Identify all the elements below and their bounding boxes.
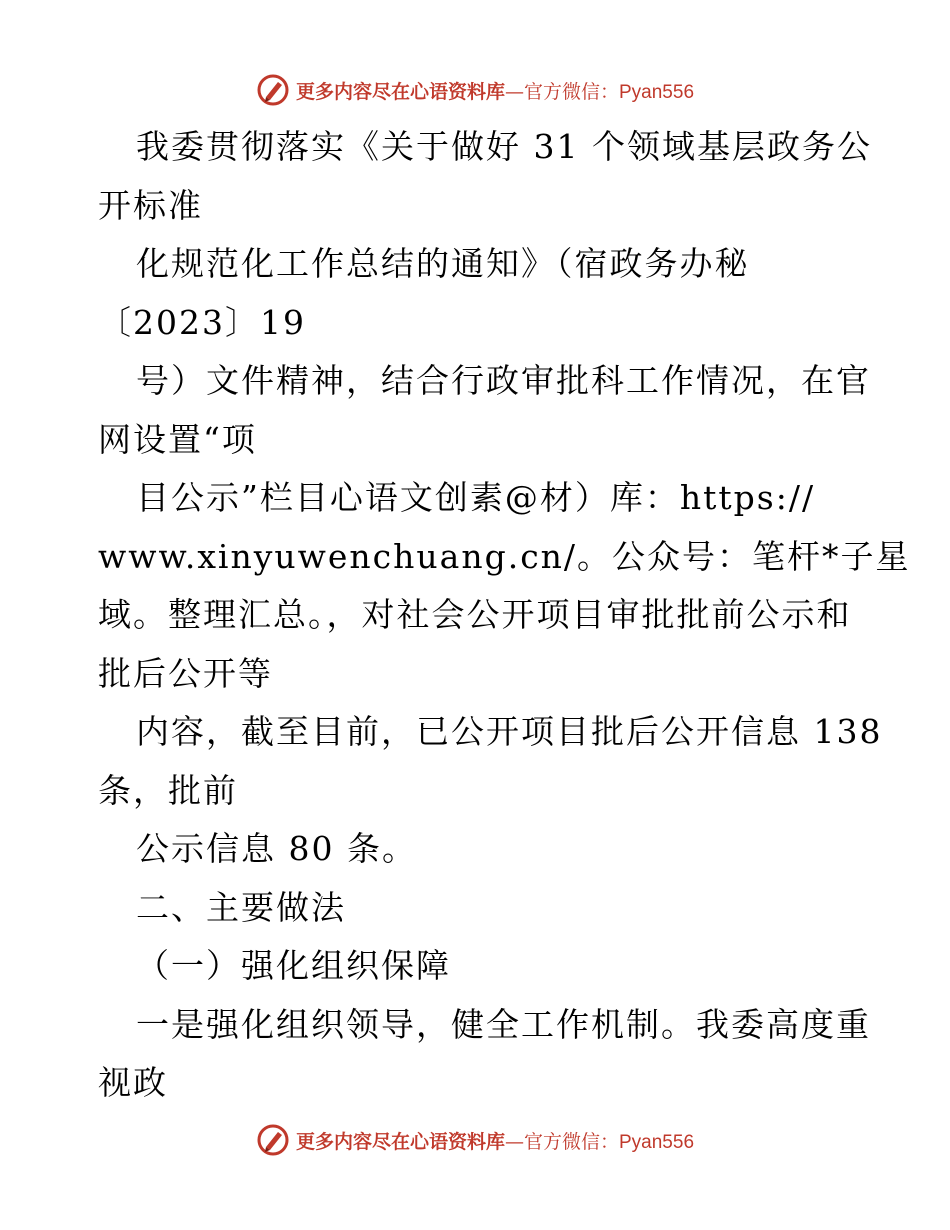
text-line: 化规范化工作总结的通知》（宿政务办秘 xyxy=(136,244,750,283)
text-line: 域。整理汇总。，对社会公开项目审批批前公示和 xyxy=(98,595,852,634)
watermark-main-text: 更多内容尽在心语资料库 xyxy=(295,1130,505,1153)
watermark-main-text: 更多内容尽在心语资料库 xyxy=(295,80,505,103)
document-body xyxy=(98,118,911,1113)
watermark-wechat-label: 官方微信： xyxy=(523,80,619,103)
text-line: 开标准 xyxy=(98,185,203,225)
text-line: www.xinyuwenchuang.cn/。公众号：笔杆*子星 xyxy=(98,536,911,576)
text-line: 目公示”栏目心语文创素@材）库：https:// xyxy=(136,478,816,517)
text-line: 视政 xyxy=(98,1063,168,1102)
text-line: 网设置“项 xyxy=(98,419,257,459)
watermark-separator: — xyxy=(504,80,524,103)
pen-logo-icon xyxy=(256,73,290,107)
text-line: 公示信息 80 条。 xyxy=(136,829,417,868)
watermark-wechat-id: Pyan556 xyxy=(619,1131,695,1153)
text-line: 我委贯彻落实《关于做好 31 个领域基层政务公 xyxy=(136,127,872,166)
text-line: 条，批前 xyxy=(98,770,238,810)
watermark-wechat-id: Pyan556 xyxy=(619,81,695,103)
section-heading: 二、主要做法 xyxy=(136,887,346,927)
text-line: 内容，截至目前，已公开项目批后公开信息 138 xyxy=(136,712,883,751)
text-line: 批后公开等 xyxy=(98,653,273,693)
watermark-separator: — xyxy=(504,1130,524,1153)
text-line: 号）文件精神，结合行政审批科工作情况，在官 xyxy=(136,361,871,400)
pen-logo-icon xyxy=(256,1123,290,1157)
subsection-heading: （一）强化组织保障 xyxy=(136,946,451,985)
watermark-wechat-label: 官方微信： xyxy=(523,1130,619,1153)
watermark-banner-top xyxy=(0,70,950,110)
text-line: 一是强化组织领导，健全工作机制。我委高度重 xyxy=(136,1004,871,1044)
watermark-banner-bottom xyxy=(0,1120,950,1160)
text-line: 〔2023〕19 xyxy=(98,302,306,342)
